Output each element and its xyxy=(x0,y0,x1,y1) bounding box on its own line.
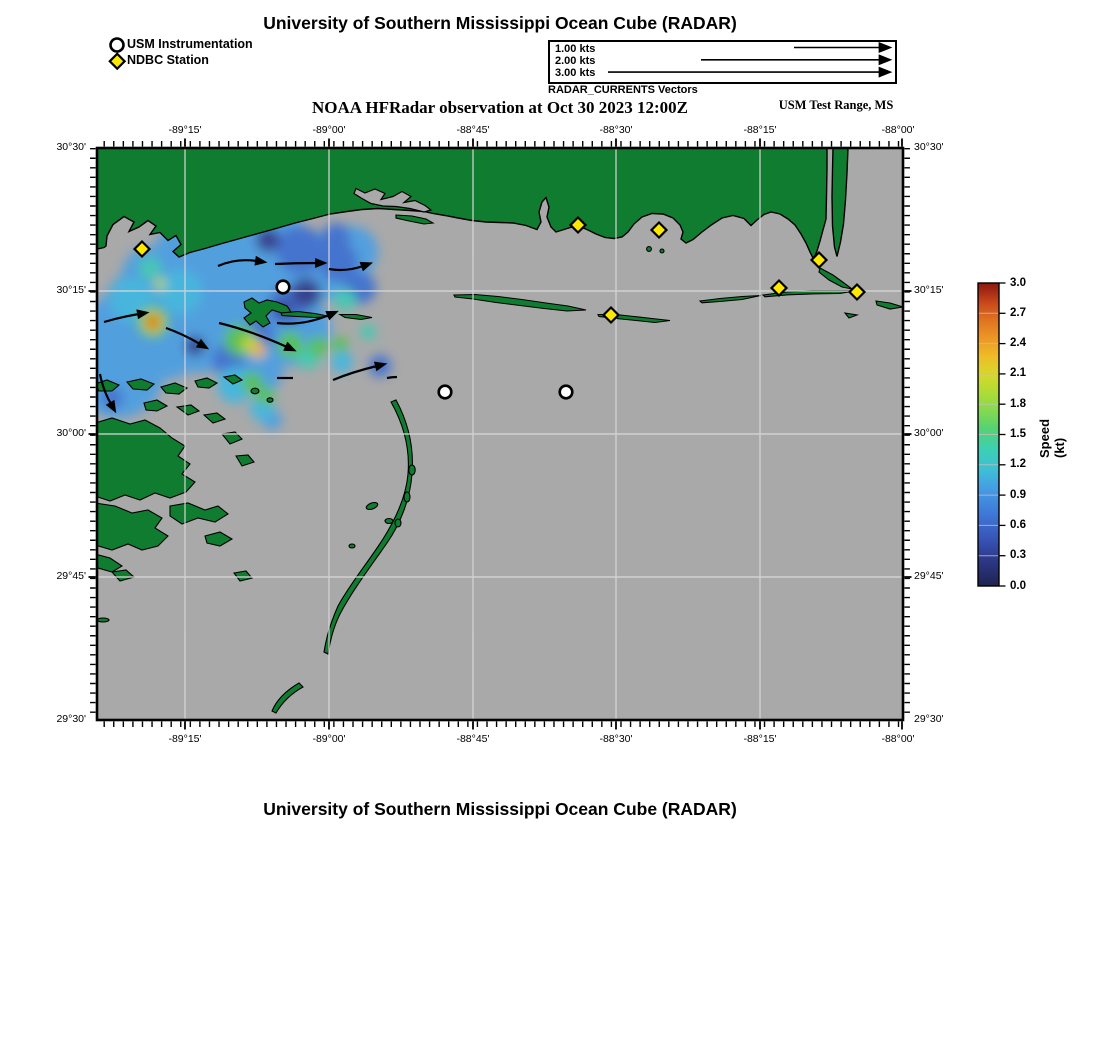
speed-blob xyxy=(162,297,238,373)
current-vector xyxy=(218,260,257,266)
lon-tick-top: -88°30' xyxy=(599,124,633,136)
map-frame xyxy=(89,139,912,730)
test-range-label: USM Test Range, MS xyxy=(778,98,894,112)
speed-blob xyxy=(308,336,328,356)
speed-blob xyxy=(145,203,305,363)
vector-scale-box xyxy=(548,40,897,84)
ndbc-station-marker xyxy=(135,242,150,257)
colorbar-tick-label: 1.2 xyxy=(1010,458,1026,471)
current-vector xyxy=(329,266,363,270)
bottom-title: University of Southern Mississippi Ocean Cube (RADAR) xyxy=(263,799,737,819)
scale-2kt-label: 2.00 kts xyxy=(555,55,596,67)
legend-markers xyxy=(110,39,125,69)
lon-tick-bottom: -88°45' xyxy=(456,733,490,745)
lat-tick-right: 30°00' xyxy=(914,427,944,439)
graticule xyxy=(97,148,903,720)
colorbar-title: Speed (kt) xyxy=(1037,418,1067,458)
speed-blob xyxy=(253,346,263,356)
speed-blob xyxy=(334,289,356,311)
ndbc-stations xyxy=(135,218,865,323)
speed-blob xyxy=(190,260,270,340)
ndbc-station-marker xyxy=(850,285,865,300)
lat-tick-right: 30°15' xyxy=(914,284,944,296)
scale-1kt-label: 1.00 kts xyxy=(555,43,596,55)
speed-blob xyxy=(276,226,324,274)
ndbc-station-marker xyxy=(604,308,619,323)
current-vector xyxy=(275,263,317,264)
current-vector xyxy=(277,315,329,324)
lon-tick-top: -89°15' xyxy=(168,124,202,136)
speed-blob xyxy=(206,276,290,360)
ndbc-station-marker xyxy=(812,253,827,268)
chandeleur-islands xyxy=(272,400,415,713)
speed-blob xyxy=(185,336,205,356)
lat-tick-right: 29°45' xyxy=(914,570,944,582)
speed-blob xyxy=(256,228,280,252)
speed-blob xyxy=(154,278,166,290)
current-vector xyxy=(387,377,397,378)
usm-station-marker xyxy=(560,386,573,399)
current-vector xyxy=(104,314,139,322)
lat-tick-left: 30°00' xyxy=(56,427,86,439)
colorbar-tick-label: 2.4 xyxy=(1010,337,1026,350)
speed-blob xyxy=(224,324,256,356)
speed-blob xyxy=(100,260,220,380)
speed-blob xyxy=(122,247,178,303)
speed-blob xyxy=(318,242,358,282)
lon-tick-bottom: -88°15' xyxy=(743,733,777,745)
colorbar-tick-label: 0.9 xyxy=(1010,488,1026,501)
speed-blob xyxy=(110,278,154,322)
lat-tick-right: 30°30' xyxy=(914,141,944,153)
speed-blob xyxy=(241,335,259,353)
speed-blob xyxy=(262,410,282,430)
current-vector xyxy=(219,323,287,347)
usm-station-marker xyxy=(439,386,452,399)
speed-blob xyxy=(147,316,160,329)
colorbar-tick-label: 0.6 xyxy=(1010,518,1026,531)
legend-ndbc-label: NDBC Station xyxy=(127,53,209,67)
lon-tick-bottom: -89°00' xyxy=(312,733,346,745)
vector-scale-caption: RADAR_CURRENTS Vectors xyxy=(548,84,698,96)
speed-blob xyxy=(139,257,161,279)
speed-blob xyxy=(143,312,163,332)
speed-blob xyxy=(344,272,376,304)
colorbar-tick-label: 0.3 xyxy=(1010,549,1026,562)
speed-blob xyxy=(241,372,263,394)
speed-blob xyxy=(80,298,144,362)
current-vector xyxy=(166,328,200,344)
colorbar-tick-label: 2.7 xyxy=(1010,306,1026,319)
current-vector xyxy=(333,366,377,380)
colorbar-tick-label: 0.0 xyxy=(1010,579,1026,592)
ndbc-station-marker xyxy=(772,281,787,296)
speed-blob xyxy=(268,286,308,326)
speed-blob xyxy=(238,318,274,354)
scale-3kt-label: 3.00 kts xyxy=(555,67,596,79)
speed-blob xyxy=(158,270,202,314)
speed-blob xyxy=(360,324,376,340)
barrier-islands xyxy=(244,215,903,327)
speed-blob xyxy=(280,330,300,350)
speed-blob xyxy=(250,397,274,421)
speed-blob xyxy=(212,344,244,376)
colorbar-tick-label: 2.1 xyxy=(1010,367,1026,380)
speed-blob xyxy=(217,367,253,403)
colorbar-tick-label: 1.5 xyxy=(1010,428,1026,440)
speed-blob xyxy=(277,332,303,358)
lat-tick-left: 29°45' xyxy=(56,570,86,582)
sea-background xyxy=(97,148,903,720)
lon-tick-top: -89°00' xyxy=(312,124,346,136)
speed-blob xyxy=(312,244,368,300)
speed-blob xyxy=(72,326,164,418)
speed-blob xyxy=(369,355,391,377)
usm-station-marker xyxy=(277,281,290,294)
usm-legend-icon xyxy=(111,39,124,52)
lon-tick-bottom: -89°15' xyxy=(168,733,202,745)
speed-blob xyxy=(257,387,275,405)
lat-tick-left: 30°30' xyxy=(56,141,86,153)
speed-blob xyxy=(259,294,331,366)
mobile-bay-spit xyxy=(832,148,848,257)
lon-tick-top: -88°15' xyxy=(743,124,777,136)
lon-tick-bottom: -88°00' xyxy=(881,733,915,745)
speed-blob xyxy=(137,306,169,338)
back-bay-biloxi xyxy=(354,189,431,213)
speed-blob xyxy=(331,351,353,373)
speed-blob xyxy=(232,342,284,394)
speed-blob xyxy=(322,223,350,251)
speed-blob xyxy=(274,300,292,318)
lat-tick-left: 30°15' xyxy=(56,284,86,296)
speed-blob xyxy=(225,200,305,280)
lat-tick-left: 29°30' xyxy=(56,713,86,725)
speed-blob xyxy=(326,226,378,278)
legend-usm-label: USM Instrumentation xyxy=(127,37,253,51)
speed-blob xyxy=(148,317,157,326)
top-title: University of Southern Mississippi Ocean Cube (RADAR) xyxy=(263,13,737,33)
usm-stations xyxy=(277,281,573,399)
speed-blob xyxy=(250,342,266,358)
ndbc-legend-icon xyxy=(110,54,125,69)
lat-tick-right: 29°30' xyxy=(914,713,944,725)
speed-blob xyxy=(296,345,320,369)
speed-blob xyxy=(291,278,321,308)
current-vectors xyxy=(100,260,397,404)
ndbc-station-marker xyxy=(571,218,586,233)
colorbar xyxy=(978,283,1006,586)
lon-tick-top: -88°45' xyxy=(456,124,490,136)
ndbc-station-marker xyxy=(652,223,667,238)
speed-blob xyxy=(332,336,348,352)
observation-subtitle: NOAA HFRadar observation at Oct 30 2023 12:00Z xyxy=(311,98,689,117)
radar-speed-field xyxy=(72,200,391,430)
lon-tick-bottom: -88°30' xyxy=(599,733,633,745)
lon-tick-top: -88°00' xyxy=(881,124,915,136)
marsh-islands xyxy=(95,375,273,622)
speed-blob xyxy=(101,387,123,409)
colorbar-tick-label: 3.0 xyxy=(1010,276,1026,289)
mainland-coast xyxy=(95,148,827,259)
colorbar-tick-label: 1.8 xyxy=(1010,397,1026,410)
speed-blob xyxy=(267,230,343,306)
current-vector xyxy=(100,374,111,404)
